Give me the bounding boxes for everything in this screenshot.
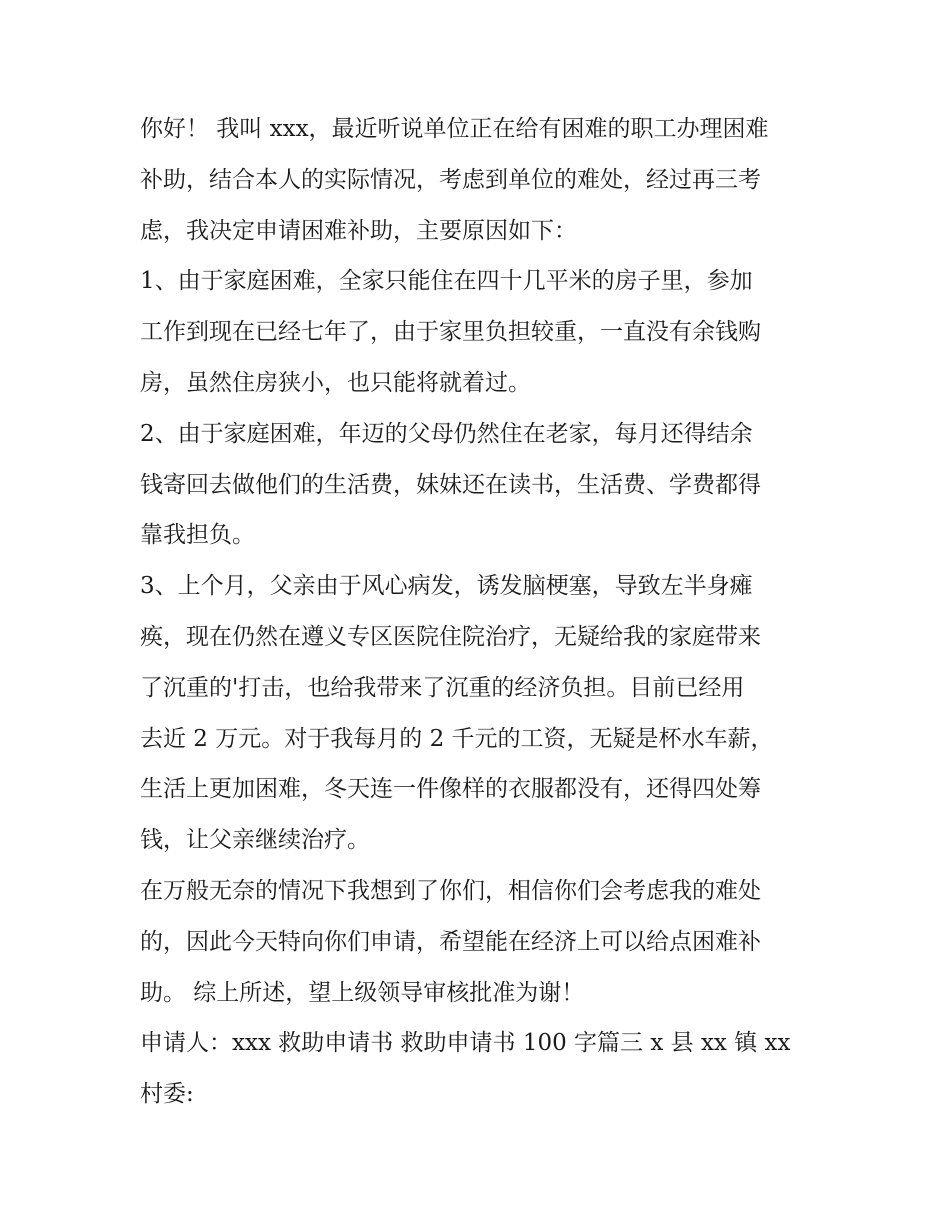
- text-line: 3、上个月，父亲由于风心病发，诱发脑梗塞，导致左半身瘫: [140, 573, 753, 600]
- text-line: 在万般无奈的情况下我想到了你们，相信你们会考虑我的难处: [140, 877, 761, 904]
- text-line: 去近 2 万元。对于我每月的 2 千元的工资，无疑是杯水车薪，: [140, 725, 774, 752]
- paragraph-applicant: [140, 1018, 815, 1120]
- text-line: 村委:: [140, 1081, 194, 1108]
- text-line: 申请人：xxx 救助申请书 救助申请书 100 字篇三 x 县 xx 镇 xx: [140, 1030, 791, 1057]
- document-body: [140, 104, 815, 1120]
- text-line: 你好！ 我叫 xxx，最近听说单位正在给有困难的职工办理困难: [140, 116, 769, 142]
- paragraph-reason-1: [140, 256, 815, 408]
- text-line: 1、由于家庭困难，全家只能住在四十几平米的房子里，参加: [140, 268, 753, 295]
- text-line: 虑，我决定申请困难补助，主要原因如下：: [140, 217, 577, 244]
- text-line: 了沉重的'打击，也给我带来了沉重的经济负担。目前已经用: [140, 674, 745, 701]
- paragraph-reason-2: [140, 409, 815, 561]
- text-line: 钱，让父亲继续治疗。: [140, 827, 370, 854]
- paragraph-greeting: [140, 104, 815, 256]
- text-line: 钱寄回去做他们的生活费，妹妹还在读书，生活费、学费都得: [140, 471, 761, 498]
- paragraph-reason-3: [140, 561, 815, 866]
- text-line: 的，因此今天特向你们申请，希望能在经济上可以给点困难补: [140, 928, 761, 955]
- paragraph-request: [140, 866, 815, 1018]
- text-line: 痪，现在仍然在遵义专区医院住院治疗，无疑给我的家庭带来: [140, 623, 761, 650]
- text-line: 助。 综上所述，望上级领导审核批准为谢！: [140, 979, 585, 1006]
- text-line: 补助，结合本人的实际情况，考虑到单位的难处，经过再三考: [140, 166, 761, 193]
- text-line: 靠我担负。: [140, 522, 255, 549]
- text-line: 房，虽然住房狭小，也只能将就着过。: [140, 369, 531, 396]
- text-line: 生活上更加困难，冬天连一件像样的衣服都没有，还得四处筹: [140, 776, 761, 803]
- text-line: 工作到现在已经七年了，由于家里负担较重，一直没有余钱购: [140, 319, 761, 346]
- text-line: 2、由于家庭困难，年迈的父母仍然住在老家，每月还得结余: [140, 420, 753, 447]
